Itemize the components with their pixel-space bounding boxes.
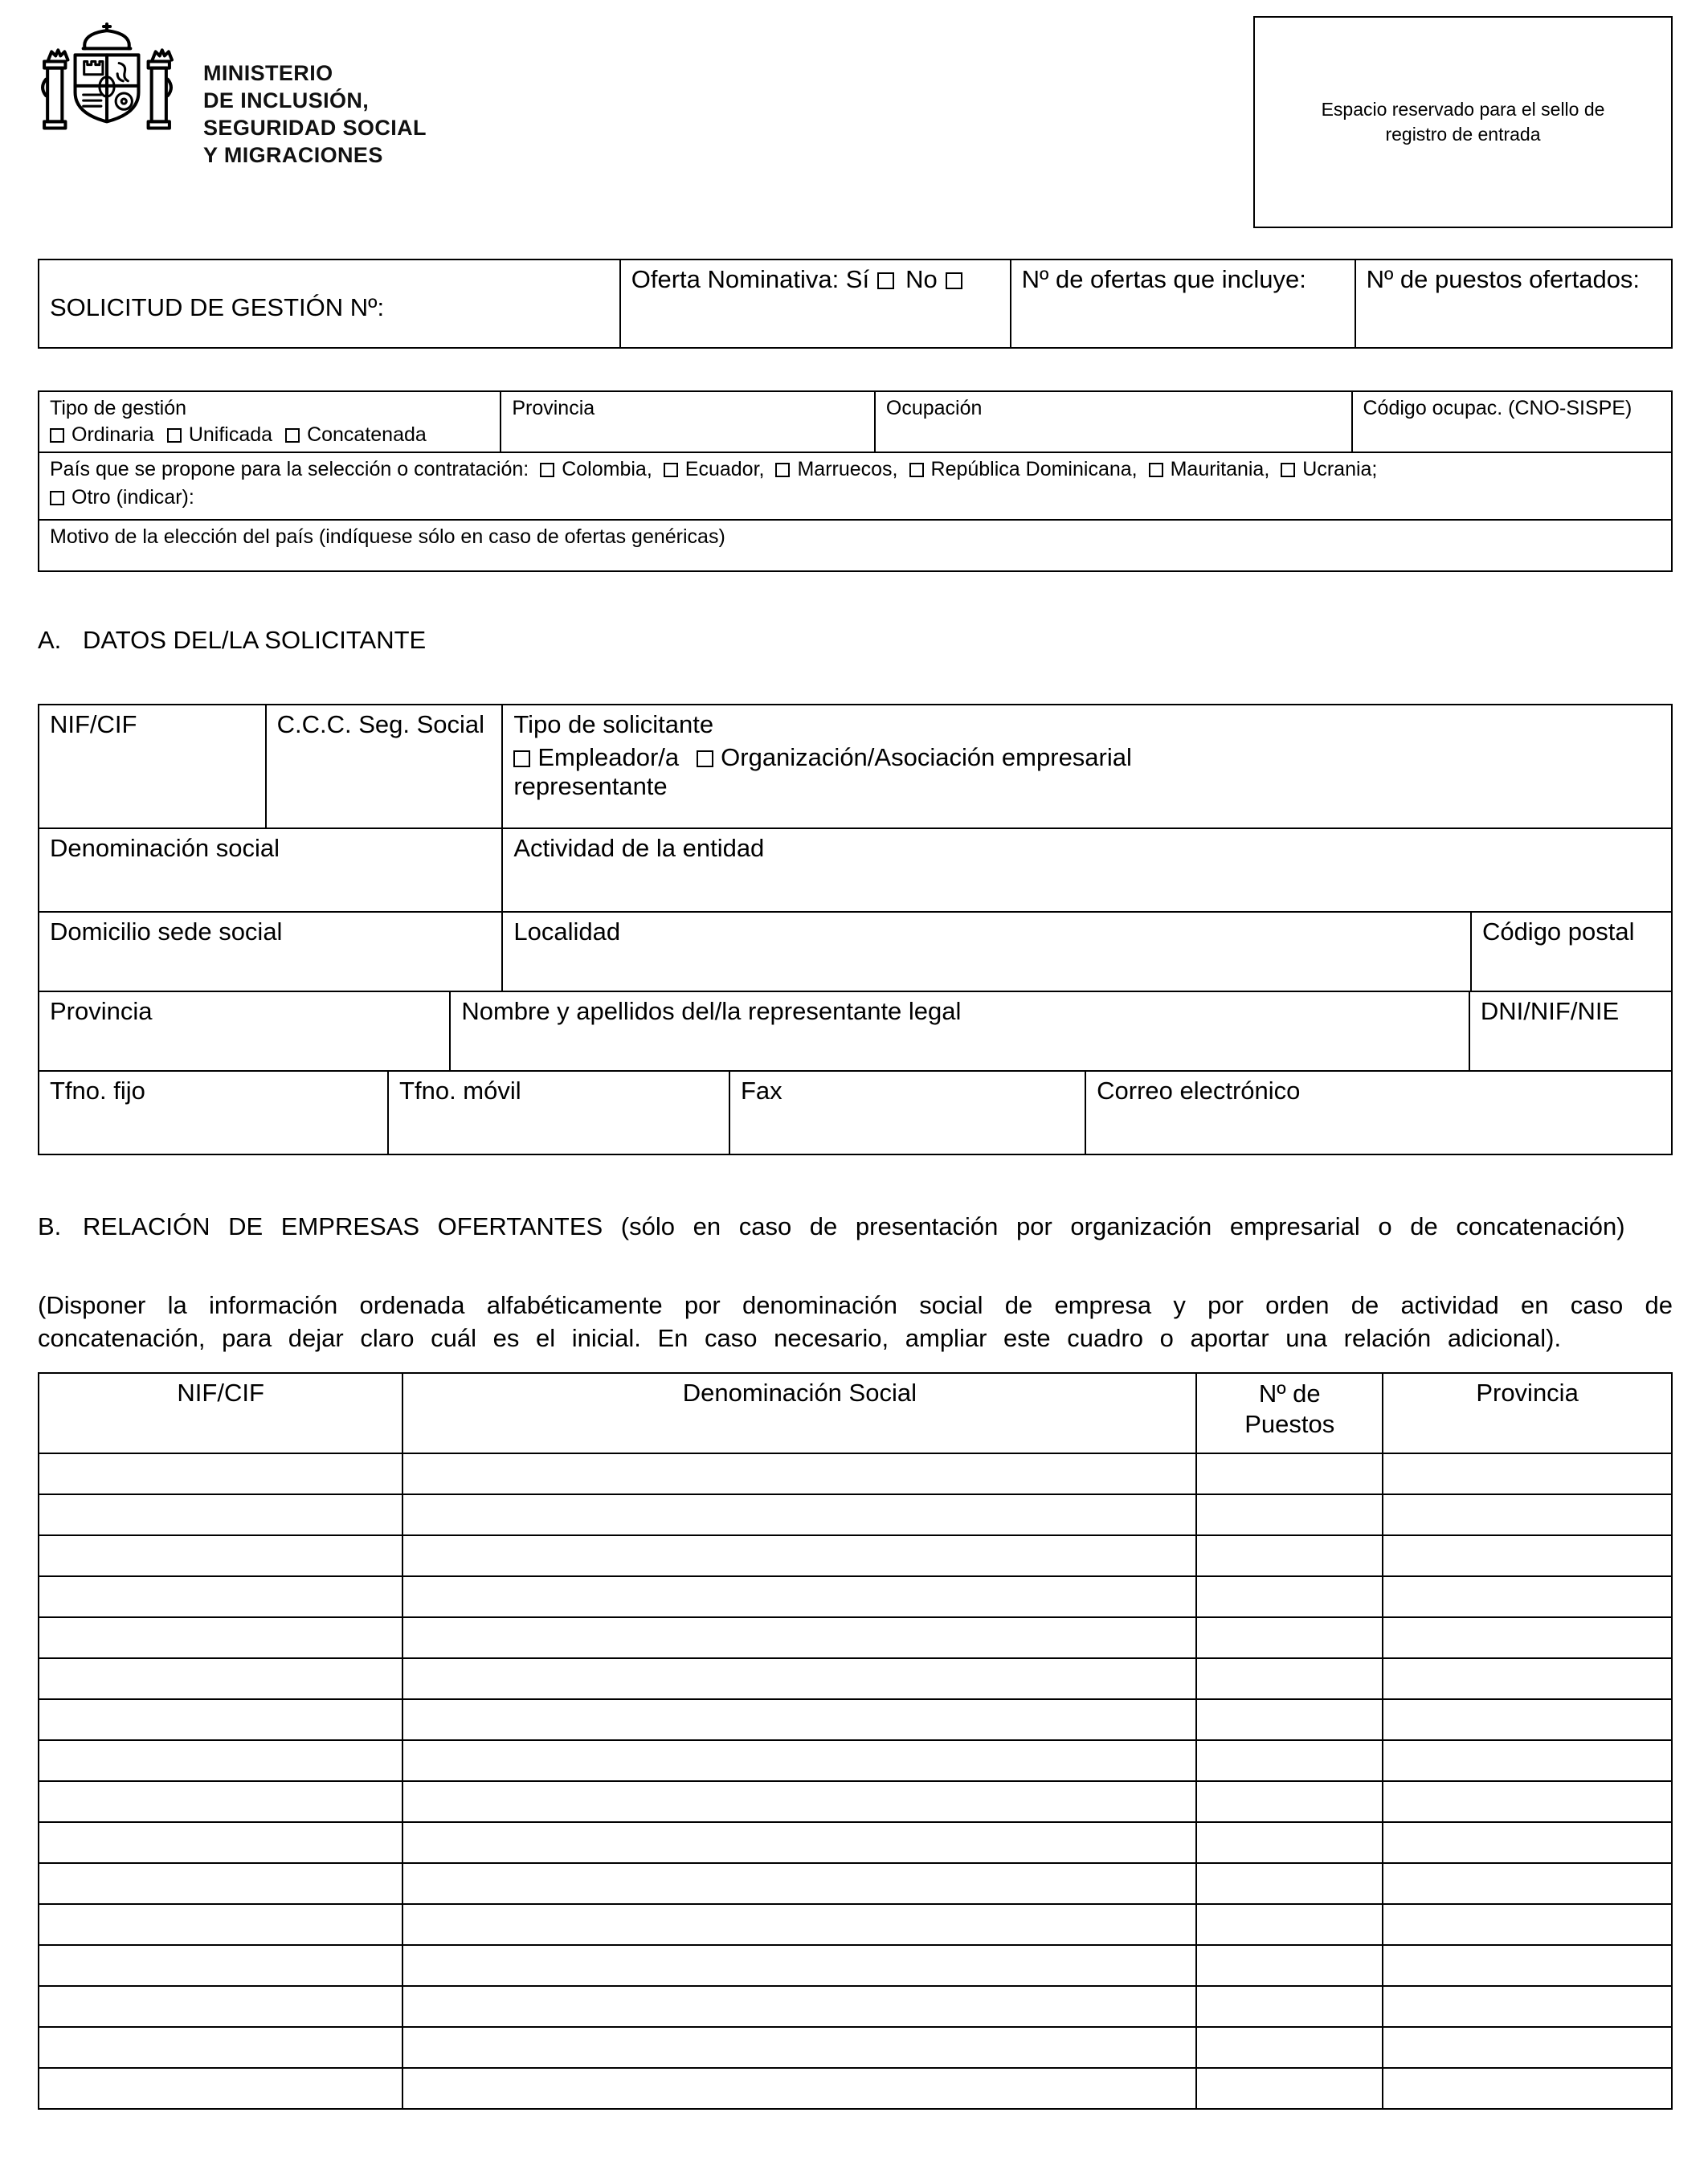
- empresas-empty-cell[interactable]: [39, 1986, 402, 2027]
- localidad-label: Localidad: [513, 917, 621, 946]
- codigo-ocupacion-label: Código ocupac. (CNO-SISPE): [1363, 397, 1632, 419]
- empresas-header-puestos: [1196, 1373, 1383, 1453]
- empresas-empty-cell[interactable]: [402, 1781, 1196, 1822]
- empresas-empty-cell[interactable]: [1383, 1535, 1672, 1576]
- empresas-empty-cell[interactable]: [1383, 1904, 1672, 1945]
- motivo-label: Motivo de la elección del país (indíquese sólo en caso de ofertas genéricas): [50, 525, 725, 548]
- empresas-empty-row: [39, 1822, 1672, 1863]
- empresas-empty-cell[interactable]: [1196, 2068, 1383, 2109]
- tfno-movil-cell[interactable]: [388, 1071, 729, 1154]
- empresas-empty-cell[interactable]: [402, 2068, 1196, 2109]
- empresas-empty-cell[interactable]: [1196, 1535, 1383, 1576]
- empresas-empty-cell[interactable]: [402, 2027, 1196, 2068]
- section-b-heading: [38, 1210, 1673, 1244]
- ocupacion-cell[interactable]: [875, 391, 1352, 452]
- empresas-table: [38, 1372, 1673, 2110]
- pais-ecuador-label: Ecuador,: [684, 458, 765, 480]
- empresas-empty-row: [39, 1699, 1672, 1740]
- pais-colombia-label: Colombia,: [562, 458, 652, 480]
- empresas-empty-cell[interactable]: [402, 1986, 1196, 2027]
- empresas-empty-cell[interactable]: [402, 1658, 1196, 1699]
- empresas-empty-cell[interactable]: [1383, 1945, 1672, 1986]
- tipo-concatenada-checkbox[interactable]: [285, 428, 300, 443]
- empresas-empty-cell[interactable]: [39, 1576, 402, 1617]
- section-a-heading: [38, 623, 1673, 657]
- tipo-unificada-label: Unificada: [188, 423, 273, 446]
- empresas-empty-cell[interactable]: [1196, 1945, 1383, 1986]
- empresas-empty-cell[interactable]: [402, 1740, 1196, 1781]
- ccc-seg-social-label: C.C.C. Seg. Social: [276, 710, 485, 738]
- organizacion-label: Organización/Asociación empresarial representante: [513, 743, 1132, 800]
- empresas-empty-cell[interactable]: [402, 1822, 1196, 1863]
- solicitante-row-4: [38, 991, 1673, 1072]
- fax-cell[interactable]: [729, 1071, 1085, 1154]
- empresas-empty-cell[interactable]: [39, 1863, 402, 1904]
- empresas-empty-row: [39, 1453, 1672, 1494]
- empresas-header-puestos-text: Nº de Puestos: [1244, 1379, 1335, 1438]
- empresas-empty-cell[interactable]: [1383, 1699, 1672, 1740]
- tipo-solicitante-label: Tipo de solicitante: [513, 710, 714, 738]
- ocupacion-label: Ocupación: [885, 397, 983, 419]
- empresas-empty-cell[interactable]: [1196, 1699, 1383, 1740]
- empresas-empty-cell[interactable]: [402, 1699, 1196, 1740]
- nominativa-label: Oferta Nominativa: Sí: [631, 265, 870, 293]
- empresas-empty-cell[interactable]: [39, 1945, 402, 1986]
- codigo-postal-label: Código postal: [1481, 917, 1635, 946]
- request-number-label: SOLICITUD DE GESTIÓN Nº:: [50, 293, 385, 321]
- pais-otro-checkbox[interactable]: [50, 491, 64, 505]
- empresas-empty-cell[interactable]: [402, 1863, 1196, 1904]
- offers-included-label: Nº de ofertas que incluye:: [1021, 265, 1306, 293]
- empresas-empty-row: [39, 1535, 1672, 1576]
- tipo-unificada-checkbox[interactable]: [167, 428, 182, 443]
- ministry-logo: [38, 13, 427, 170]
- empresas-header-denominacion: Denominación Social: [402, 1373, 1196, 1453]
- empresas-empty-cell[interactable]: [1196, 1576, 1383, 1617]
- nif-cif-label: NIF/CIF: [50, 710, 137, 738]
- stamp-text: Espacio reservado para el sello de registro de entrada: [1321, 99, 1605, 145]
- empresas-empty-cell[interactable]: [402, 1535, 1196, 1576]
- empresas-empty-cell[interactable]: [1383, 1863, 1672, 1904]
- empresas-empty-cell[interactable]: [1383, 2068, 1672, 2109]
- empresas-empty-cell[interactable]: [402, 1945, 1196, 1986]
- empresas-empty-cell[interactable]: [39, 1535, 402, 1576]
- empresas-empty-cell[interactable]: [402, 1453, 1196, 1494]
- ministry-line-3: SEGURIDAD SOCIAL: [203, 116, 427, 140]
- fax-label: Fax: [740, 1077, 782, 1105]
- empresas-empty-cell[interactable]: [402, 1576, 1196, 1617]
- pais-colombia-checkbox[interactable]: [540, 463, 554, 477]
- page-header: [38, 13, 1673, 235]
- request-number-cell[interactable]: [39, 259, 620, 348]
- ministry-name: [203, 18, 427, 170]
- domicilio-label: Domicilio sede social: [50, 917, 283, 946]
- empresas-empty-cell[interactable]: [39, 1617, 402, 1658]
- solicitante-row-2: [38, 827, 1673, 913]
- section-a-title: DATOS DEL/LA SOLICITANTE: [83, 626, 427, 654]
- tfno-movil-label: Tfno. móvil: [399, 1077, 521, 1105]
- management-table: [38, 390, 1673, 572]
- empresas-empty-cell[interactable]: [402, 1904, 1196, 1945]
- empresas-empty-row: [39, 1617, 1672, 1658]
- registry-stamp-box: [1253, 16, 1673, 228]
- dni-nif-nie-label: DNI/NIF/NIE: [1480, 997, 1620, 1025]
- empresas-empty-cell[interactable]: [39, 1453, 402, 1494]
- empresas-empty-cell[interactable]: [402, 1617, 1196, 1658]
- empresas-empty-cell[interactable]: [1383, 1494, 1672, 1535]
- denominacion-social-cell[interactable]: [39, 828, 502, 912]
- empresas-empty-row: [39, 1576, 1672, 1617]
- nominativa-no-label: No: [905, 265, 938, 293]
- tipo-gestion-cell[interactable]: [39, 391, 501, 452]
- codigo-ocupacion-cell[interactable]: [1352, 391, 1673, 452]
- nominativa-no-checkbox[interactable]: [946, 272, 962, 289]
- empresas-empty-row: [39, 1740, 1672, 1781]
- pais-marruecos-checkbox[interactable]: [775, 463, 790, 477]
- pais-mauritania-label: Mauritania,: [1170, 458, 1270, 480]
- empresas-empty-cell[interactable]: [39, 2068, 402, 2109]
- empresas-empty-cell[interactable]: [1196, 1617, 1383, 1658]
- solicitante-row-3: [38, 911, 1673, 992]
- solicitante-row-1: [38, 704, 1673, 829]
- actividad-entidad-label: Actividad de la entidad: [513, 834, 765, 862]
- empresas-empty-cell[interactable]: [39, 1494, 402, 1535]
- tipo-gestion-label: Tipo de gestión: [50, 397, 187, 419]
- empresas-empty-cell[interactable]: [1383, 1658, 1672, 1699]
- section-a-letter: A.: [38, 626, 62, 654]
- empresas-empty-cell[interactable]: [39, 1904, 402, 1945]
- empresas-empty-cell[interactable]: [39, 1658, 402, 1699]
- empresas-empty-cell[interactable]: [1383, 1576, 1672, 1617]
- empresas-empty-cell[interactable]: [1383, 1986, 1672, 2027]
- empresas-header-row: [39, 1373, 1672, 1453]
- empresas-empty-cell[interactable]: [39, 2027, 402, 2068]
- empresas-empty-cell[interactable]: [1196, 1781, 1383, 1822]
- tipo-ordinaria-label: Ordinaria: [72, 423, 154, 446]
- positions-offered-label: Nº de puestos ofertados:: [1366, 265, 1641, 293]
- empleador-checkbox[interactable]: [513, 750, 530, 767]
- management-row-2: [39, 452, 1672, 520]
- pais-marruecos-label: Marruecos,: [797, 458, 898, 480]
- pais-mauritania-checkbox[interactable]: [1149, 463, 1163, 477]
- representante-legal-label: Nombre y apellidos del/la representante legal: [461, 997, 962, 1025]
- denominacion-social-label: Denominación social: [50, 834, 280, 862]
- codigo-postal-cell[interactable]: [1471, 912, 1672, 991]
- spain-coat-of-arms-icon: [38, 18, 176, 170]
- pais-ucrania-label: Ucrania;: [1302, 458, 1378, 480]
- nominativa-yes-checkbox[interactable]: [877, 272, 894, 289]
- representante-legal-cell[interactable]: [450, 991, 1469, 1071]
- empresas-empty-row: [39, 2068, 1672, 2109]
- pais-seleccion-cell[interactable]: [39, 452, 1672, 520]
- provincia-gestion-cell[interactable]: [501, 391, 875, 452]
- nominativa-cell[interactable]: [620, 259, 1011, 348]
- domicilio-cell[interactable]: [39, 912, 502, 991]
- empresas-empty-cell[interactable]: [1196, 2027, 1383, 2068]
- empresas-empty-cell[interactable]: [39, 1699, 402, 1740]
- ministry-line-4: Y MIGRACIONES: [203, 143, 383, 167]
- pais-ucrania-checkbox[interactable]: [1281, 463, 1295, 477]
- pais-ecuador-checkbox[interactable]: [664, 463, 678, 477]
- empresas-empty-row: [39, 1945, 1672, 1986]
- empresas-empty-cell[interactable]: [402, 1494, 1196, 1535]
- empresas-empty-cell[interactable]: [1196, 1863, 1383, 1904]
- empresas-empty-cell[interactable]: [39, 1740, 402, 1781]
- empresas-empty-cell[interactable]: [1196, 1453, 1383, 1494]
- empresas-empty-cell[interactable]: [1196, 1740, 1383, 1781]
- section-b-note: (Disponer la información ordenada alfabéticamente por denominación social de empresa y por orden de actividad en caso de concatenación, para dejar claro cuál es el inicial. En caso necesario, ampliar este cuadro o aportar una relación adicional).: [38, 1291, 1673, 1352]
- offers-included-cell[interactable]: [1011, 259, 1355, 348]
- empresas-empty-cell[interactable]: [1383, 1822, 1672, 1863]
- pais-dominicana-label: República Dominicana,: [930, 458, 1138, 480]
- pais-otro-label: Otro (indicar):: [72, 486, 194, 509]
- nif-cif-cell[interactable]: [39, 705, 266, 828]
- empresas-empty-cell[interactable]: [1196, 1904, 1383, 1945]
- empresas-empty-cell[interactable]: [1383, 1617, 1672, 1658]
- empresas-empty-row: [39, 1986, 1672, 2027]
- empresas-empty-row: [39, 1658, 1672, 1699]
- empresas-empty-cell[interactable]: [39, 1781, 402, 1822]
- empresas-empty-row: [39, 1904, 1672, 1945]
- empresas-empty-row: [39, 1781, 1672, 1822]
- provincia-solicitante-label: Provincia: [50, 997, 153, 1025]
- tipo-ordinaria-checkbox[interactable]: [50, 428, 64, 443]
- tfno-fijo-cell[interactable]: [39, 1071, 388, 1154]
- empresas-table-body: [39, 1453, 1672, 2109]
- empresas-empty-cell[interactable]: [1196, 1658, 1383, 1699]
- tfno-fijo-label: Tfno. fijo: [50, 1077, 145, 1105]
- correo-electronico-cell[interactable]: [1085, 1071, 1672, 1154]
- correo-electronico-label: Correo electrónico: [1097, 1077, 1301, 1105]
- dni-nif-nie-cell[interactable]: [1469, 991, 1672, 1071]
- actividad-entidad-cell[interactable]: [502, 828, 1672, 912]
- empresas-empty-cell[interactable]: [1383, 1453, 1672, 1494]
- provincia-solicitante-cell[interactable]: [39, 991, 450, 1071]
- empresas-empty-cell[interactable]: [1383, 1781, 1672, 1822]
- section-b-letter: B.: [38, 1212, 62, 1240]
- empresas-empty-row: [39, 1863, 1672, 1904]
- empresas-empty-cell[interactable]: [1196, 1494, 1383, 1535]
- provincia-gestion-label: Provincia: [512, 397, 595, 419]
- empresas-empty-row: [39, 1494, 1672, 1535]
- ministry-line-1: MINISTERIO: [203, 61, 333, 85]
- organizacion-checkbox[interactable]: [697, 750, 713, 767]
- empleador-label: Empleador/a: [537, 743, 680, 771]
- tipo-concatenada-label: Concatenada: [307, 423, 427, 446]
- management-row-1: [39, 391, 1672, 452]
- empresas-empty-row: [39, 2027, 1672, 2068]
- localidad-cell[interactable]: [502, 912, 1471, 991]
- management-row-3: [39, 520, 1672, 571]
- empresas-empty-cell[interactable]: [1196, 1986, 1383, 2027]
- section-b-title: RELACIÓN DE EMPRESAS OFERTANTES (sólo en caso de presentación por organización empresarial o de concatenación): [83, 1212, 1625, 1240]
- empresas-empty-cell[interactable]: [1196, 1822, 1383, 1863]
- request-header-table: [38, 259, 1673, 349]
- motivo-eleccion-cell[interactable]: [39, 520, 1672, 571]
- empresas-empty-cell[interactable]: [1383, 2027, 1672, 2068]
- solicitante-row-5: [38, 1070, 1673, 1155]
- empresas-empty-cell[interactable]: [1383, 1740, 1672, 1781]
- positions-offered-cell[interactable]: [1355, 259, 1672, 348]
- empresas-empty-cell[interactable]: [39, 1822, 402, 1863]
- request-header-row: [39, 259, 1672, 348]
- tipo-solicitante-cell[interactable]: [502, 705, 1672, 828]
- pais-dominicana-checkbox[interactable]: [909, 463, 924, 477]
- empresas-header-provincia: Provincia: [1383, 1373, 1672, 1453]
- ministry-line-2: DE INCLUSIÓN,: [203, 88, 370, 112]
- empresas-header-nif: NIF/CIF: [39, 1373, 402, 1453]
- ccc-seg-social-cell[interactable]: [266, 705, 503, 828]
- pais-label: País que se propone para la selección o contratación:: [50, 458, 529, 480]
